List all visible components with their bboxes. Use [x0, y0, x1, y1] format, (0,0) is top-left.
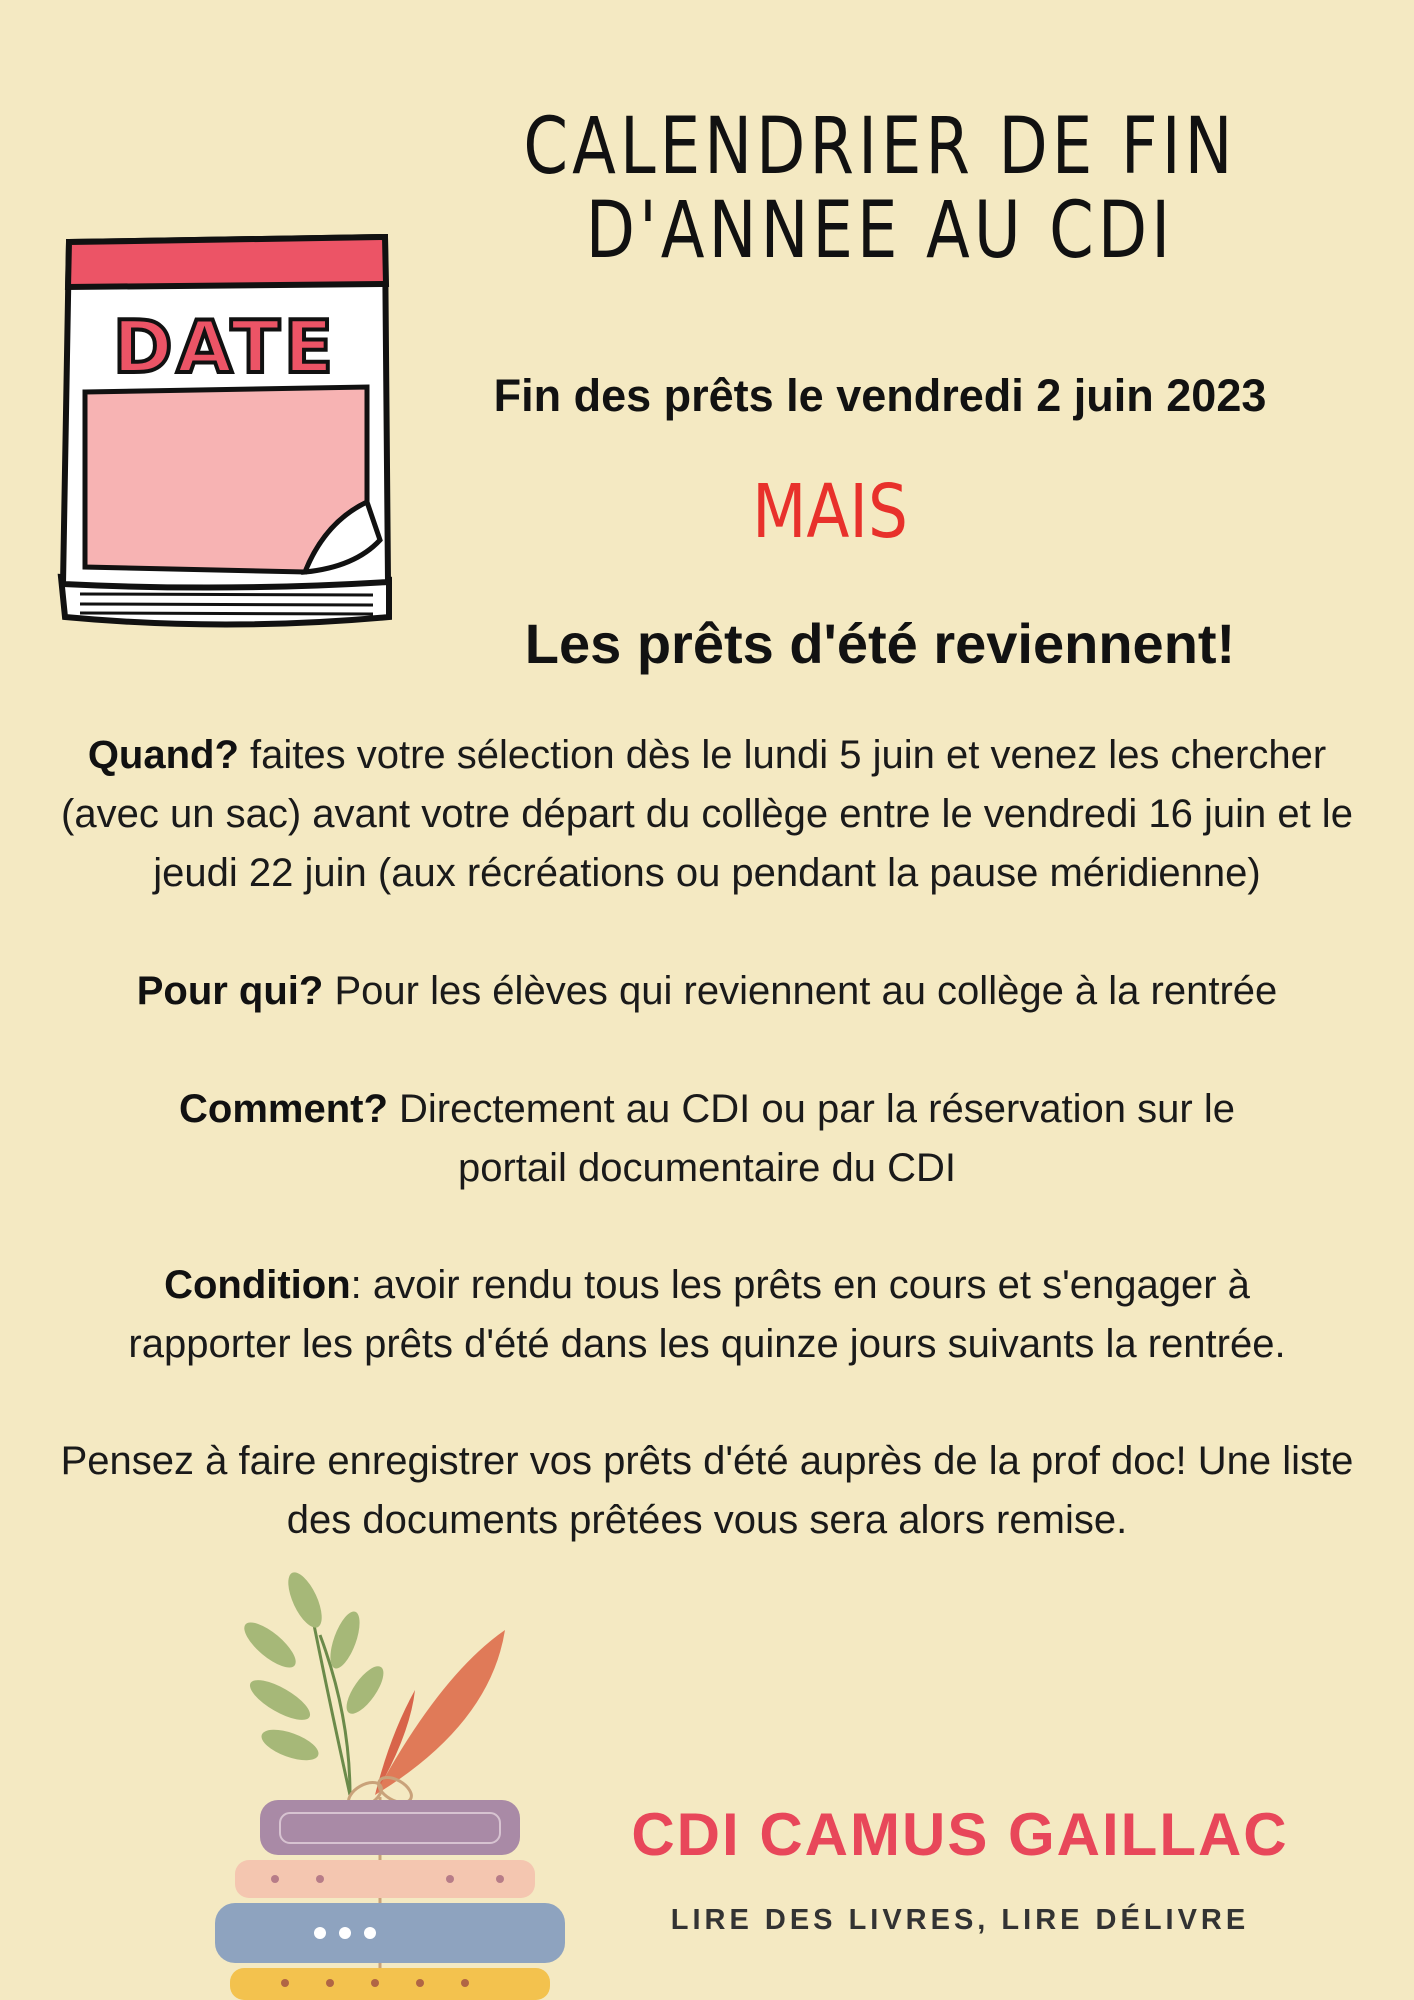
- calendar-date-label: DATE: [112, 305, 338, 389]
- end-of-loans-date: Fin des prêts le vendredi 2 juin 2023: [493, 370, 1267, 421]
- section-pour-qui-label: Pour qui?: [136, 969, 324, 1013]
- section-condition-text: : avoir rendu tous les prêts en cours et s'engager à rapporter les prêts d'été dans les quinze jours suivants la rentrée.: [128, 1263, 1286, 1366]
- section-quand-text: faites votre sélection dès le lundi 5 juin et venez les chercher (avec un sac) avant votre départ du collège entre le vendredi 16 juin et le jeudi 22 juin (aux récréations ou pendant la pause méridienne): [61, 733, 1353, 895]
- calendar-icon: [55, 222, 395, 632]
- summer-loans-heading: Les prêts d'été reviennent!: [524, 612, 1236, 675]
- brand-tagline: LIRE DES LIVRES, LIRE DÉLIVRE: [670, 1904, 1250, 1936]
- mais-label: MAIS: [752, 469, 908, 555]
- book-stack-icon: [200, 1565, 580, 2000]
- section-pour-qui: [50, 962, 1364, 1021]
- brand-name: CDI CAMUS GAILLAC: [631, 1801, 1289, 1868]
- section-condition: [50, 1256, 1364, 1374]
- section-condition-label: Condition: [164, 1263, 351, 1307]
- section-pour-qui-text: Pour les élèves qui reviennent au collège à la rentrée: [323, 969, 1278, 1013]
- section-comment-label: Comment?: [179, 1087, 388, 1131]
- section-pensez: Pensez à faire enregistrer vos prêts d'été auprès de la prof doc! Une liste des documents prêtées vous sera alors remise.: [60, 1439, 1354, 1542]
- page-title: [519, 102, 1241, 276]
- title-line-2: D'ANNEE AU CDI: [585, 186, 1175, 276]
- section-comment-text: Directement au CDI ou par la réservation sur le portail documentaire du CDI: [387, 1087, 1235, 1190]
- title-line-1: CALENDRIER DE FIN: [523, 102, 1237, 192]
- section-comment: [50, 1080, 1364, 1198]
- section-quand-label: Quand?: [87, 733, 239, 777]
- section-quand: [50, 726, 1364, 903]
